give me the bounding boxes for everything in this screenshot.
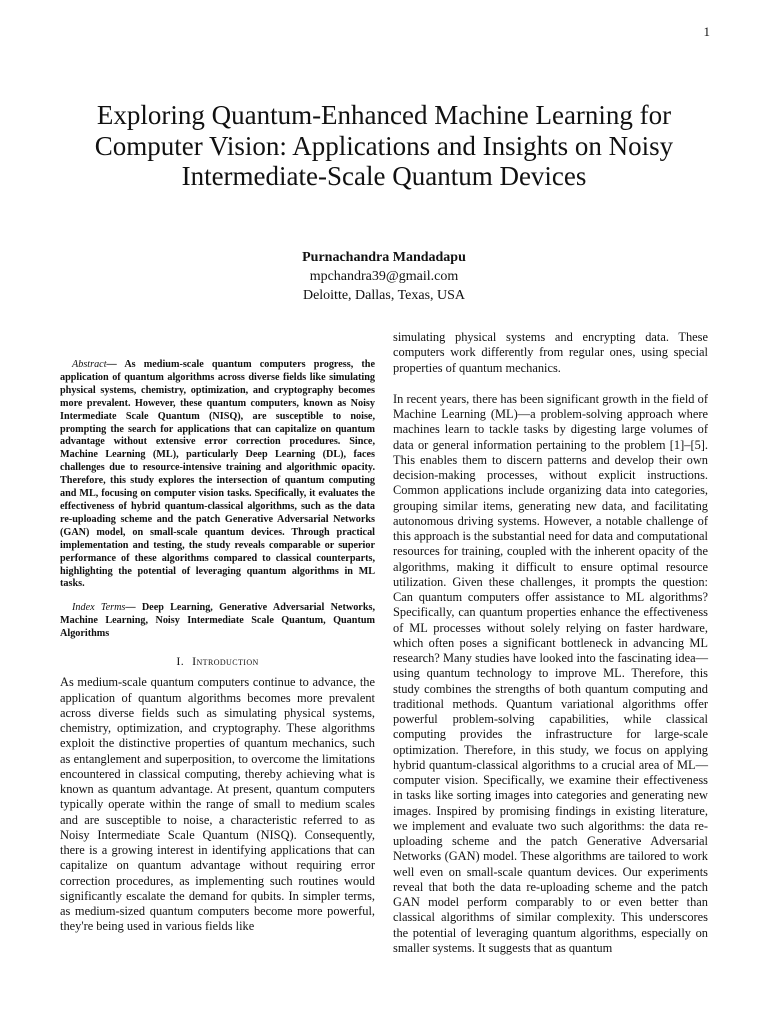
- section-title: Introduction: [192, 654, 259, 669]
- author-block: [0, 248, 768, 305]
- right-column: [393, 330, 708, 956]
- author-name: Purnachandra Mandadapu: [302, 250, 466, 265]
- page-number: 1: [703, 24, 710, 39]
- abstract-label: Abstract: [72, 359, 107, 370]
- section-number: I.: [176, 654, 185, 669]
- section-heading: [60, 654, 375, 669]
- index-terms-label: Index Terms: [72, 602, 126, 614]
- continuation-paragraph: simulating physical systems and encrypting data. These computers work differently from regular ones, using special properties of quantum mechanics.: [393, 330, 708, 375]
- author-affiliation: Deloitte, Dallas, Texas, USA: [302, 288, 466, 303]
- paragraph-gap: [393, 376, 708, 392]
- abstract: [60, 359, 375, 591]
- paper-title: Exploring Quantum-Enhanced Machine Learning for Computer Vision: Applications and Insights on Noisy Intermediate-Scale Quantum Devices: [94, 100, 674, 192]
- author-email: mpchandra39@gmail.com: [309, 269, 459, 284]
- left-column: [60, 330, 375, 935]
- intro-paragraph-2: In recent years, there has been significant growth in the field of Machine Learning (ML)—a problem-solving approach where machines learn to tackle tasks by digesting large volumes of data or general information pertaining to the problem [1]–[5]. This enables them to discern patterns and develop their own decision-making processes, without explicit instructions. Common applications include organizing data into categories, grouping similar items, generating new data, and facilitating autonomous driving systems. However, a notable challenge of this approach is the substantial need for data and computational resources for training, coupled with the inherent opacity of the algorithms, making it difficult to ensure optimal resource utilization. Given these challenges, it prompts the question: Can quantum computers offer assistance to ML algorithms? Specifically, can quantum properties enhance the effectiveness of ML processes without solely relying on faster hardware, which often poses a significant bottleneck in advancing ML research? Many studies have looked into the fascinating idea—using quantum technology to improve ML. Therefore, this study combines the strengths of both quantum computing and traditional methods. Quantum variational algorithms offer powerful problem-solving capabilities, while classical computing provides the infrastructure for large-scale optimization. Therefore, in this study, we focus on applying hybrid quantum-classical algorithms to a crucial area of ML—computer vision. Specifically, we examine their effectiveness in tasks like sorting images into categories and generating new images. Inspired by promising findings in existing literature, we implement and evaluate two such algorithms: the data re-uploading scheme and the patch Generative Adversarial Networks (GAN) model. These algorithms are tailored to work well even on small-scale quantum devices. Our experiments reveal that both the data re-uploading scheme and the patch GAN model perform comparably to or even better than classical algorithms of similar complexity. This underscores the potential of leveraging quantum algorithms, especially on smaller systems. It suggests that as quantum: [393, 391, 708, 955]
- abstract-text: — As medium-scale quantum computers progress, the application of quantum algorithms across diverse fields like simulating physical systems, chemistry, optimization, and cryptography becomes more prevalent. However, these quantum computers, known as Noisy Intermediate Scale Quantum (NISQ), are susceptible to noise, prompting the search for applications that can capitalize on quantum advantage without extensive error correction procedures. Since, Machine Learning (ML), particularly Deep Learning (DL), faces challenges due to resource-intensive training and algorithmic opacity. Therefore, this study explores the intersection of quantum computing and ML, focusing on computer vision tasks. Specifically, it evaluates the effectiveness of hybrid quantum-classical algorithms, such as the data re-uploading scheme and the patch Generative Adversarial Networks (GAN) model, on small-scale quantum devices. Through practical implementation and testing, the study reveals comparable or superior performance of these algorithms compared to classical counterparts, highlighting the potential of leveraging quantum algorithms in ML tasks.: [60, 359, 375, 590]
- index-terms: [60, 602, 375, 641]
- intro-paragraph-1: As medium-scale quantum computers continue to advance, the application of quantum algorithms becomes more prevalent across diverse fields such as simulating physical systems, chemistry, optimization, and cryptography. These algorithms exploit the distinctive properties of quantum mechanics, such as entanglement and superposition, to overcome the limitations encountered in classical computing, thereby achieving what is known as quantum advantage. At present, quantum computers typically operate within the range of small to medium scales and are susceptible to noise, a characteristic referred to as Noisy Intermediate Scale Quantum (NISQ). Consequently, there is a growing interest in identifying applications that can capitalize on quantum advantage without requiring error correction procedures, as implementing such routines would significantly escalate the demand for qubits. In simpler terms, as medium-sized quantum computers become more powerful, they're being used in various fields like: [60, 675, 375, 934]
- index-terms-text: — Deep Learning, Generative Adversarial Networks, Machine Learning, Noisy Intermediate Scale Quantum, Quantum Algorithms: [60, 602, 375, 640]
